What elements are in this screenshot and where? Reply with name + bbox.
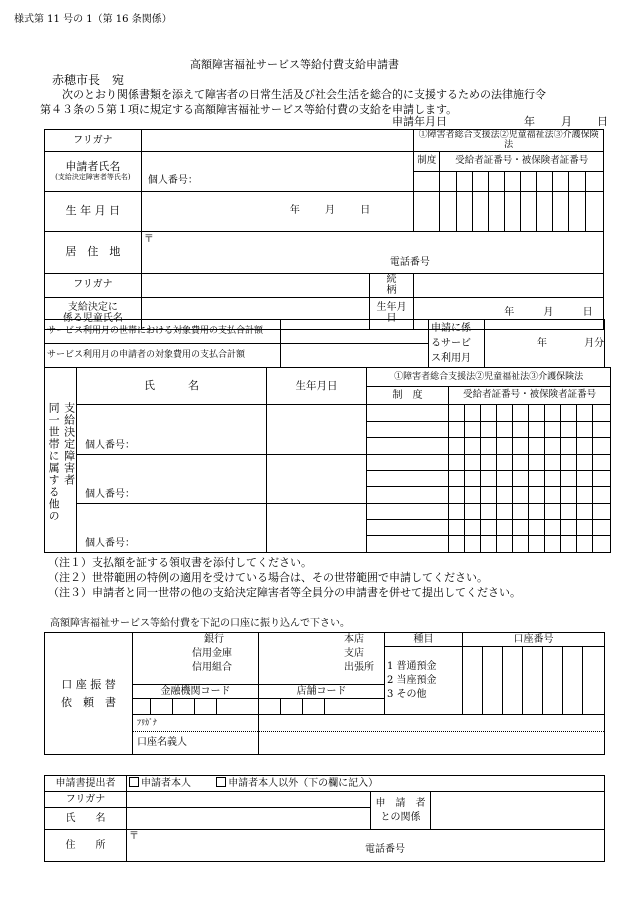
submitter-relation-label-1: 申 請 者 (375, 797, 426, 809)
bank-code-digit[interactable] (195, 699, 217, 715)
addressee: 赤穂市長 宛 (52, 73, 125, 87)
member-name-field[interactable] (77, 405, 267, 455)
member-cert-header: 受給者証番号・被保険者証番号 (449, 387, 611, 405)
applicant-name-label-cell (45, 151, 142, 191)
branch-code-digit[interactable] (303, 699, 325, 715)
service-month-label (429, 320, 485, 368)
member-name-header: 氏 名 (77, 368, 267, 405)
account-type-field[interactable] (385, 647, 463, 715)
child-furigana-label: フリガナ (45, 273, 142, 297)
date-day-unit: 日 (597, 115, 608, 128)
bank-name-field[interactable] (133, 633, 259, 685)
account-type-header: 種目 (385, 633, 463, 647)
submitter-label: 申請書提出者 (45, 776, 127, 792)
applicant-total-label: サービス利用月の申請者の対象費用の支払合計額 (45, 344, 281, 368)
member-mynumber-label: 個人番号： (85, 439, 135, 451)
submitter-self-checkbox[interactable] (129, 777, 139, 787)
bank-code-label: 金融機関コード (133, 685, 259, 699)
branch-code-digit[interactable] (325, 699, 385, 715)
intro-line-1: 次のとおり関係書類を添えて障害者の日常生活及び社会生活を総合的に支援するための法律施行令 (62, 88, 546, 101)
applicant-total-field[interactable] (281, 344, 429, 368)
service-month-label-3: ス利用月 (431, 353, 471, 364)
address-field[interactable] (141, 231, 603, 273)
service-month-month-unit: 月分 (584, 337, 605, 349)
service-month-label-2: るサービ (431, 338, 471, 349)
member-system-cell[interactable] (367, 438, 449, 455)
branch-type-main: 本店 (344, 634, 365, 645)
system-cell[interactable] (414, 191, 440, 231)
service-month-year-unit: 年 (537, 337, 547, 349)
relation-field[interactable] (414, 273, 604, 297)
account-type-1: 1 普通預金 (387, 660, 437, 672)
branch-code-label: 店舗コード (259, 685, 385, 699)
account-digit[interactable] (583, 647, 605, 715)
account-type-2: 2 当座預金 (387, 674, 437, 686)
submitter-name-label: 氏 名 (45, 808, 127, 830)
application-date-label: 申請年月日 (392, 115, 447, 128)
applicant-name-label: 申請者氏名 (65, 159, 121, 173)
branch-type-office: 出張所 (344, 662, 375, 673)
submitter-other-checkbox[interactable] (216, 777, 226, 787)
member-birth-field[interactable] (267, 405, 367, 455)
submitter-furigana-label: フリガナ (45, 792, 127, 808)
payment-totals-table (44, 319, 605, 368)
bank-table (44, 632, 605, 755)
child-birth-label: 生年月日 (369, 297, 413, 329)
holder-name-field[interactable] (259, 732, 604, 754)
household-total-field[interactable] (281, 320, 429, 344)
member-system-header: 制 度 (367, 387, 449, 405)
cert-number-label: 受給者証番号・被保険者証番号 (440, 151, 604, 171)
account-type-3: 3 その他 (387, 688, 427, 700)
account-digit[interactable] (543, 647, 563, 715)
account-digit[interactable] (483, 647, 503, 715)
member-birth-header: 生年月日 (267, 368, 367, 405)
member-law-options: ①障害者総合支援法②児童福祉法③介護保険法 (367, 368, 611, 387)
child-furigana-field[interactable] (141, 273, 369, 297)
birth-month-unit: 月 (325, 205, 336, 217)
child-name-label-2: 係る児童氏名 (62, 313, 123, 325)
postal-mark: 〒 (143, 233, 154, 245)
member-birth-field[interactable] (267, 455, 367, 504)
submitter-postal-mark: 〒 (129, 831, 139, 842)
child-birth-year-unit: 年 (504, 307, 515, 319)
page-title: 高額障害福祉サービス等給付費支給申請書 (190, 58, 399, 71)
birth-field[interactable] (141, 191, 413, 231)
service-month-label-1: 申請に係 (431, 323, 471, 334)
household-side-label-1: 同一世帯に属する他の (47, 401, 61, 522)
bank-code-digit[interactable] (151, 699, 173, 715)
branch-name-field[interactable] (259, 633, 385, 685)
birth-year-unit: 年 (289, 205, 300, 217)
branch-code-digit[interactable] (259, 699, 281, 715)
intro-line-2: 第４３条の５第１項に規定する高額障害福祉サービス等給付費の支給を申請します。 (40, 103, 458, 116)
date-month-unit: 月 (561, 115, 572, 128)
account-digit[interactable] (563, 647, 583, 715)
applicant-name-note: (支給決定障害者等氏名) (55, 173, 131, 182)
branch-code-digit[interactable] (281, 699, 303, 715)
household-table (44, 367, 611, 553)
furigana-field[interactable] (141, 130, 413, 152)
bank-side-label-1: 口 座 振 替 (61, 677, 116, 691)
submitter-table (44, 775, 605, 862)
child-birth-month-unit: 月 (543, 307, 554, 319)
address-label: 居 住 地 (45, 231, 142, 273)
submitter-relation-label (371, 792, 431, 830)
household-side-label-cell (45, 368, 61, 553)
member-system-cell[interactable] (367, 405, 449, 422)
member-birth-field[interactable] (267, 504, 367, 553)
note-1: （注１）支払額を証する領収書を添付してください。 (48, 556, 312, 569)
relation-label: 続 柄 (369, 273, 413, 297)
submitter-address-field[interactable] (127, 830, 605, 862)
member-system-cell[interactable] (367, 504, 449, 520)
child-name-label-1: 支給決定に (67, 301, 118, 313)
submitter-other-label: 申請者本人以外（下の欄に記入） (228, 778, 379, 790)
member-system-cell[interactable] (367, 520, 449, 536)
bank-type-shinkin: 信用金庫 (192, 648, 233, 659)
holder-kana-field[interactable] (259, 715, 604, 732)
furigana-label: フリガナ (45, 130, 142, 152)
bank-type-bank: 銀行 (204, 634, 225, 645)
child-birth-day-unit: 日 (582, 307, 593, 319)
holder-label: 口座名義人 (137, 737, 187, 748)
household-total-label: サービス利用月の世帯における対象費用の支払合計額 (45, 320, 281, 344)
holder-kana-label: ﾌﾘｶﾞﾅ (133, 715, 258, 732)
law-options: ①障害者総合支援法②児童福祉法③介護保険法 (414, 130, 604, 152)
bank-intro: 高額障害福祉サービス等給付費を下記の口座に振り込んで下さい。 (50, 618, 350, 629)
member-name-field[interactable] (77, 455, 267, 504)
branch-type-branch: 支店 (344, 648, 365, 659)
system-cell[interactable] (414, 171, 440, 191)
submitter-options (127, 776, 605, 792)
birth-day-unit: 日 (360, 205, 371, 217)
bank-side-label-cell (45, 633, 133, 755)
applicant-table (44, 129, 604, 330)
submitter-name-field[interactable] (127, 808, 371, 830)
account-digit[interactable] (523, 647, 543, 715)
bank-code-digit[interactable] (133, 699, 151, 715)
note-2: （注２）世帯範囲の特例の適用を受けている場合は、その世帯範囲で申請してください。 (48, 571, 488, 584)
bank-side-label-2: 依 頼 書 (61, 695, 116, 709)
date-year-unit: 年 (524, 115, 535, 128)
account-holder-label-cell (133, 715, 259, 755)
member-mynumber-label: 個人番号： (85, 488, 135, 500)
member-mynumber-label: 個人番号： (85, 537, 135, 549)
member-system-cell[interactable] (367, 487, 449, 504)
member-system-cell[interactable] (367, 455, 449, 471)
applicant-name-field[interactable] (141, 151, 413, 191)
submitter-address-label: 住 所 (45, 830, 127, 862)
member-system-cell[interactable] (367, 422, 449, 438)
form-number: 様式第 11 号の 1（第 16 条関係） (14, 14, 172, 25)
bank-type-kumiai: 信用組合 (192, 662, 233, 673)
account-number-header: 口座番号 (463, 633, 605, 647)
system-label: 制度 (414, 151, 440, 171)
bank-code-digit[interactable] (217, 699, 259, 715)
member-system-cell[interactable] (367, 471, 449, 487)
submitter-relation-field[interactable] (431, 792, 605, 830)
birth-label: 生 年 月 日 (45, 191, 142, 231)
submitter-phone-label: 電話番号 (365, 843, 405, 855)
applicant-mynumber-label: 個人番号： (147, 175, 198, 187)
submitter-self-label: 申請者本人 (141, 778, 191, 790)
phone-label: 電話番号 (389, 257, 430, 269)
submitter-furigana-field[interactable] (127, 792, 371, 808)
household-side-label-2: 支給決定障害者 (62, 401, 76, 486)
account-digit[interactable] (463, 647, 483, 715)
note-3: （注３）申請者と同一世帯の他の支給決定障害者等全員分の申請書を併せて提出してください。 (48, 586, 521, 599)
account-digit[interactable] (503, 647, 523, 715)
member-name-field[interactable] (77, 504, 267, 553)
bank-code-digit[interactable] (173, 699, 195, 715)
household-side-label-cell-2 (61, 368, 77, 553)
submitter-relation-label-2: との関係 (380, 811, 421, 823)
account-holder-field[interactable] (259, 715, 605, 755)
member-system-cell[interactable] (367, 536, 449, 553)
service-month-field[interactable] (485, 320, 605, 368)
